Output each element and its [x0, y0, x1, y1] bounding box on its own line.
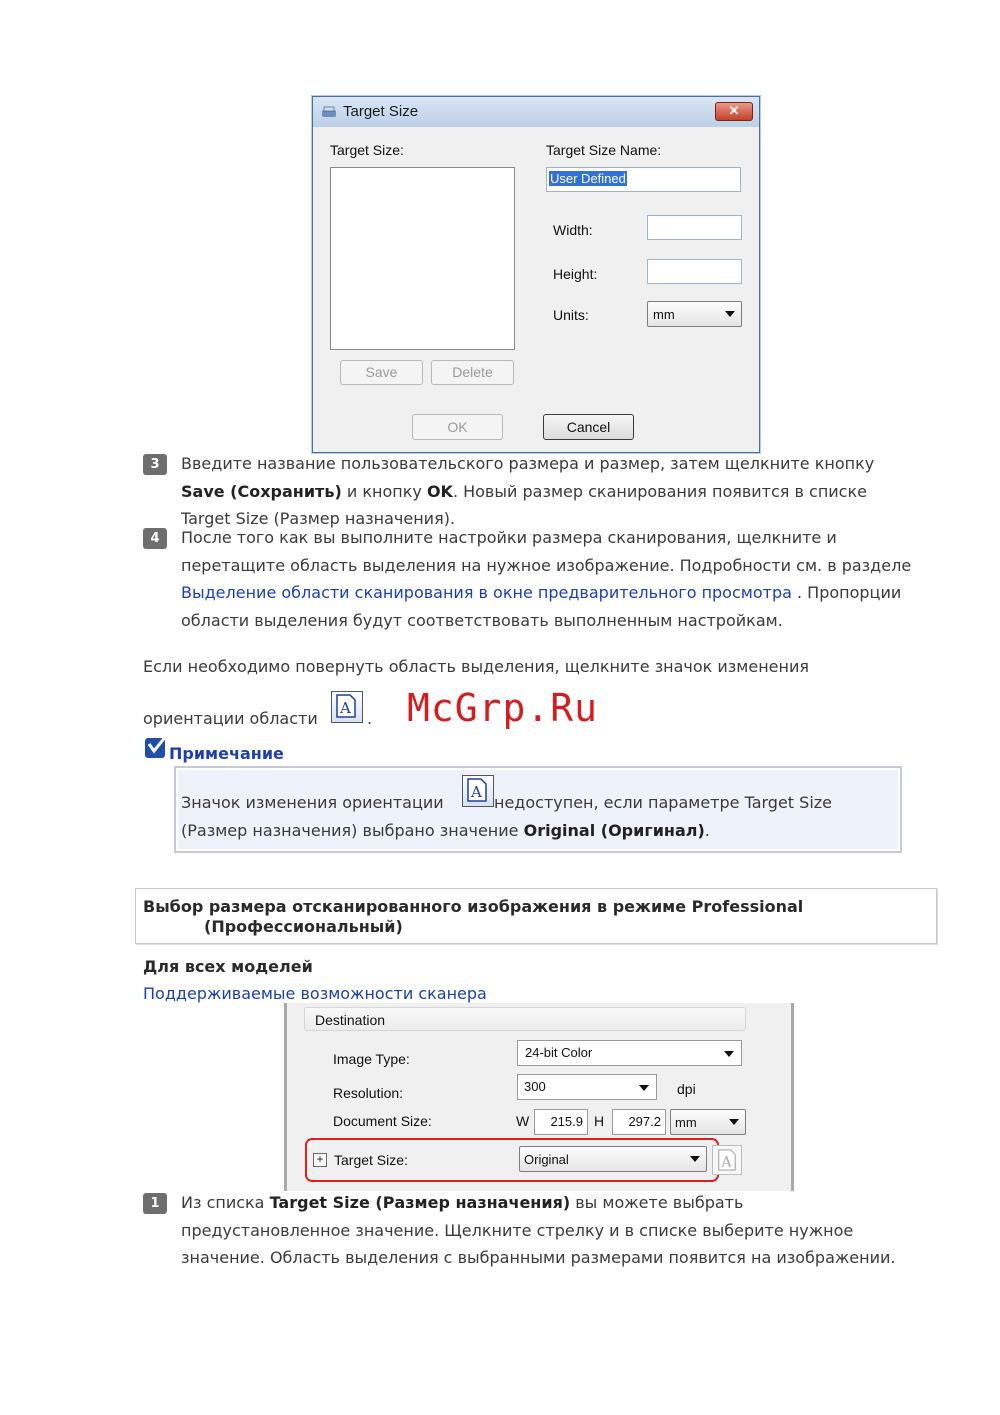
doc-width-value: 215.9 — [550, 1114, 583, 1129]
section-title-line-1: Выбор размера отсканированного изображения в режиме Professional — [143, 897, 804, 916]
watermark: McGrp.Ru — [407, 686, 599, 730]
width-letter: W — [516, 1113, 530, 1129]
cancel-button[interactable]: Cancel — [543, 414, 634, 440]
document-size-label: Document Size: — [333, 1113, 432, 1129]
step-1-part: Из списка — [181, 1193, 270, 1212]
models-heading: Для всех моделей — [143, 957, 313, 976]
chevron-down-icon — [729, 1119, 739, 1125]
step-3-part: и кнопку — [341, 481, 427, 501]
step-3-text — [181, 450, 921, 533]
height-label: Height: — [553, 266, 598, 282]
name-value-selected: User Defined — [550, 171, 626, 186]
resolution-value: 300 — [524, 1079, 546, 1094]
preview-selection-link[interactable]: Выделение области сканирования в окне предварительного просмотра — [181, 583, 792, 602]
save-button[interactable]: Save — [340, 360, 423, 385]
units-label: Units: — [553, 307, 589, 323]
save-emphasis: Save (Сохранить) — [181, 481, 342, 501]
units-select[interactable] — [647, 301, 742, 327]
orientation-button-disabled[interactable] — [712, 1145, 742, 1175]
orientation-icon-letter: A — [340, 699, 351, 717]
doc-height-value: 297.2 — [628, 1114, 661, 1129]
height-input[interactable] — [647, 259, 742, 284]
height-letter: H — [594, 1113, 605, 1129]
doc-unit-value: mm — [675, 1115, 697, 1130]
original-emphasis: Original (Оригинал) — [523, 820, 705, 840]
doc-height-input[interactable] — [612, 1109, 666, 1135]
note-line-1-start: Значок изменения ориентации — [181, 793, 444, 812]
step-4-part: После того как вы выполните настройки размера сканирования, щелкните и перетащите область выделения на нужное изображение. Подробности см. в разделе — [181, 528, 912, 575]
rotate-line-2: ориентации области — [143, 709, 318, 728]
dpi-label: dpi — [677, 1081, 696, 1097]
step-3-part: Введите название пользовательского размера и размер, затем щелкните кнопку — [181, 454, 875, 473]
target-size-label-2: Target Size: — [334, 1152, 408, 1168]
target-size-emphasis: Target Size (Размер назначения) — [269, 1193, 571, 1212]
ok-button[interactable]: OK — [412, 414, 503, 440]
note-text — [181, 789, 881, 844]
units-value: mm — [653, 307, 675, 322]
target-size-label: Target Size: — [330, 142, 404, 158]
step-4-text — [181, 524, 921, 634]
close-icon[interactable]: ✕ — [715, 102, 753, 121]
orientation-icon — [716, 1149, 738, 1171]
delete-button[interactable]: Delete — [431, 360, 514, 385]
target-size-dialog — [312, 96, 760, 453]
chevron-down-icon — [690, 1156, 700, 1162]
orientation-icon[interactable] — [331, 691, 363, 723]
step-3-badge: 3 — [143, 454, 167, 475]
note-part: . — [704, 820, 710, 840]
resolution-select[interactable] — [517, 1074, 657, 1100]
orientation-page-icon — [335, 694, 357, 718]
width-input[interactable] — [647, 215, 742, 240]
destination-label: Destination — [315, 1012, 386, 1028]
expand-plus-icon[interactable]: + — [313, 1153, 327, 1167]
step-4-part: . Пропорции области выделения будут соответствовать выполненным настройкам. — [181, 583, 902, 630]
image-type-select[interactable] — [517, 1040, 742, 1066]
orientation-icon-letter: A — [721, 1154, 732, 1171]
step-1-text — [181, 1189, 901, 1272]
doc-unit-select[interactable] — [670, 1109, 746, 1135]
ok-emphasis: OK — [426, 481, 453, 501]
dialog-title: Target Size — [343, 103, 419, 120]
note-check-icon — [144, 735, 168, 759]
width-label: Width: — [553, 222, 593, 238]
image-type-label: Image Type: — [333, 1051, 410, 1067]
target-size-select[interactable] — [519, 1146, 707, 1172]
professional-mode-panel — [284, 1003, 794, 1191]
dialog-title-bar — [313, 97, 759, 127]
chevron-down-icon — [639, 1085, 649, 1091]
note-heading: Примечание — [169, 744, 284, 763]
orientation-icon-letter: A — [471, 783, 482, 801]
chevron-down-icon — [725, 311, 735, 317]
section-title-line-2: (Профессиональный) — [204, 917, 403, 936]
step-3-part: . Новый размер сканирования появится в списке Target Size (Размер назначения). — [181, 481, 867, 528]
supported-features-link[interactable]: Поддерживаемые возможности сканера — [143, 984, 487, 1003]
destination-group[interactable] — [304, 1007, 746, 1031]
target-size-list[interactable] — [330, 167, 515, 350]
target-size-name-input[interactable] — [546, 167, 741, 192]
target-size-value: Original — [524, 1152, 569, 1167]
doc-width-input[interactable] — [534, 1109, 588, 1135]
scanner-app-icon — [321, 104, 337, 120]
step-1-part: вы можете выбрать предустановленное значение. Щелкните стрелку и в списке выберите нужное значение. Область выделения с выбранными размерами появится на изображении. — [181, 1193, 896, 1267]
resolution-label: Resolution: — [333, 1085, 404, 1101]
step-4-badge: 4 — [143, 528, 167, 549]
image-type-value: 24-bit Color — [525, 1045, 593, 1060]
step-1-badge: 1 — [143, 1193, 167, 1214]
note-part: недоступен, если параметре Target Size (Размер назначения) выбрано значение — [181, 793, 833, 840]
chevron-down-icon — [724, 1051, 734, 1057]
rotate-dot: . — [367, 709, 373, 728]
target-size-name-label: Target Size Name: — [546, 142, 662, 158]
rotate-line-1: Если необходимо повернуть область выделения, щелкните значок изменения — [143, 657, 809, 676]
